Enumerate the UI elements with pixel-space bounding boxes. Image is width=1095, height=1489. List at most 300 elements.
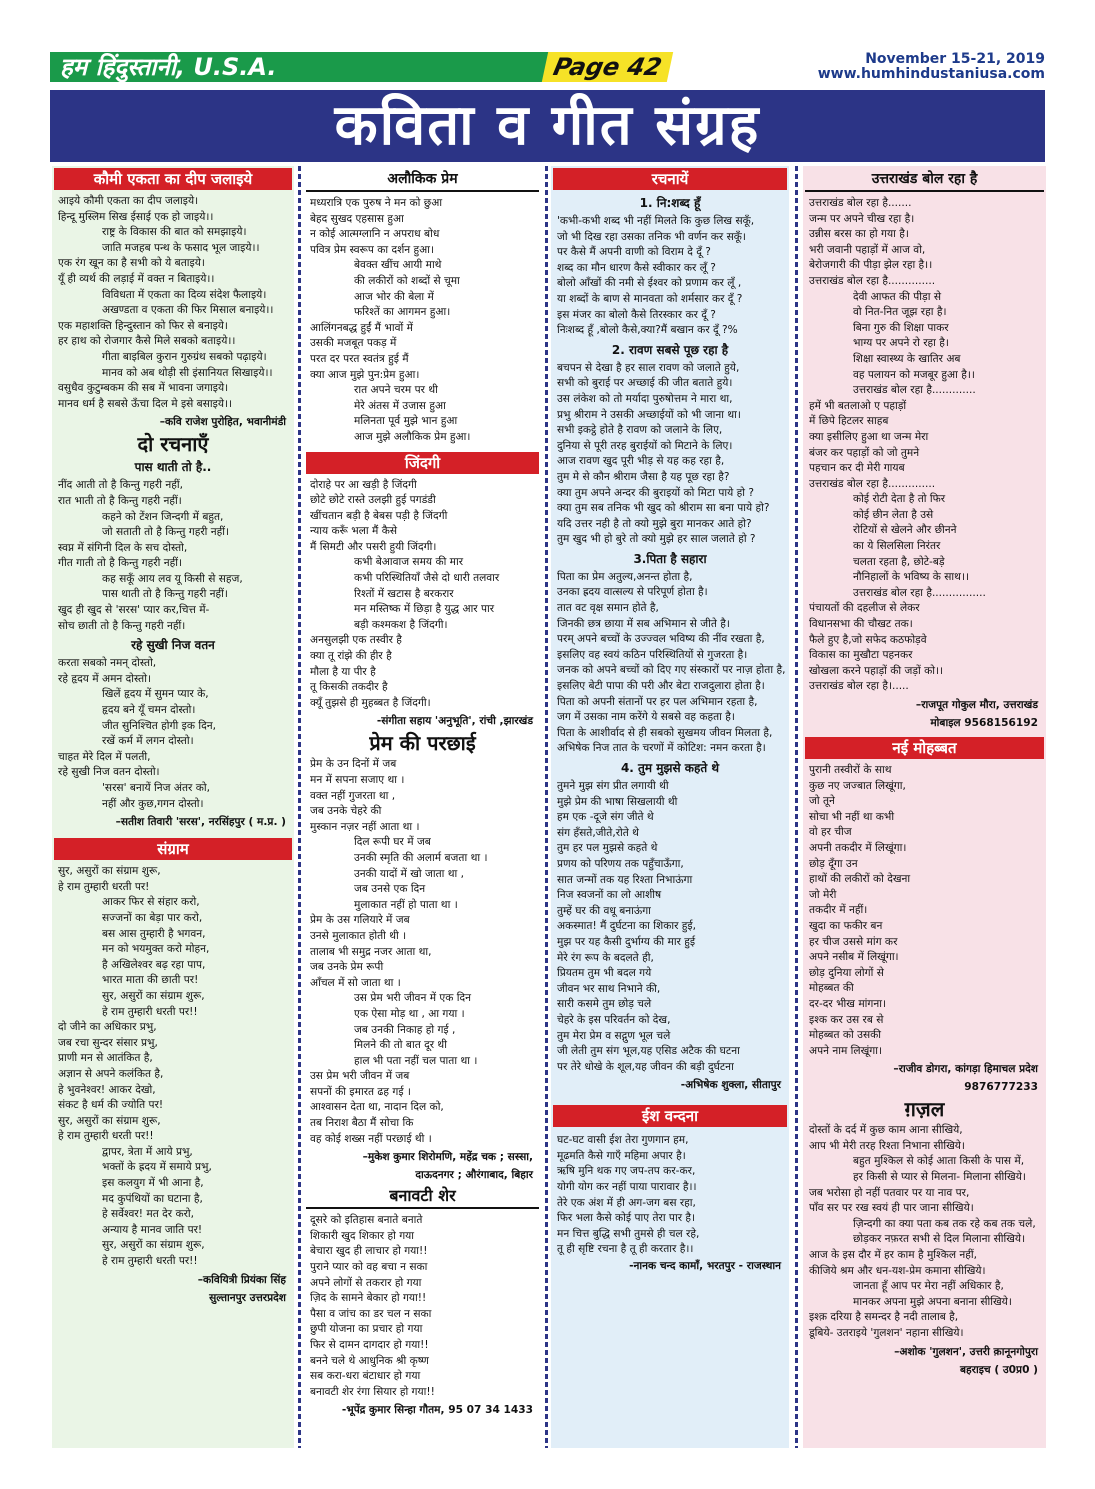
poem-line: 'सरस' बनायें निज अंतर को,: [102, 782, 210, 794]
poem-line: पिता के आशीर्वाद से ही सबको सुखमय जीवन मिलता है,: [557, 726, 773, 739]
poem-line: चलता रहता है, छोटे-बड़े: [853, 555, 945, 568]
poem-line: बंजर कर पहाड़ों को जो तुमने: [809, 446, 920, 459]
poem-line: उत्तराखंड बोल रहा है..............: [809, 477, 936, 490]
poem-line: क्या आज मुझे पुन:प्रेम हुआ।: [310, 368, 420, 381]
poem-author-place: दाऊदनगर ; औरंगाबाद, बिहार: [415, 1169, 533, 1182]
poem-line: मुलाकात नहीं हो पाता था ।: [354, 898, 458, 911]
poem-line: शब्द का मौन धारण कैसे स्वीकार कर लूँ ?: [557, 261, 716, 274]
poem-line: हर हाथ को रोजगार कैसे मिले सबको बताइये।।: [58, 335, 236, 348]
poem-line: तालाब भी समुद्र नजर आता था,: [310, 945, 432, 958]
poem-line: पर तेरे धोखे के शूल,यह जीवन की बड़ी दुर्घटना: [557, 1060, 734, 1073]
poem-line: दुनिया से पूरी तरह बुराईयों को मिटाने के लिए।: [557, 439, 733, 452]
poem-body: [551, 779, 789, 1075]
poem-line: हे राम तुम्हारी धरती पर!!: [58, 1130, 154, 1143]
poem-line: देवी आफत की पीड़ा से: [853, 290, 941, 303]
poem-title: संग्राम: [54, 838, 292, 860]
poem-line: क्या इसीलिए हुआ था जन्म मेरा: [809, 430, 929, 443]
poem-line: जानता हूँ आप पर मेरा नहीं अधिकार है,: [853, 1280, 1004, 1293]
poem-line: तुम मेरा प्रेम व सद्गुण भूल चले: [557, 1029, 671, 1042]
poem-line: तुम्हें घर की वधू बनाऊंगा: [557, 904, 651, 917]
poem-line: सभी को बुराई पर अच्छाई की जीत बताते हुये।: [557, 377, 733, 390]
poem-line: निज स्वजनों का लो आशीष: [557, 889, 662, 902]
poem-line: भारत माता की छाती पर!: [102, 974, 199, 987]
poem-line: उनकी स्मृति की अलार्म बजता था ।: [354, 851, 488, 864]
column-divider: [545, 166, 548, 1448]
column-1: [52, 166, 294, 1448]
poem-line: मिलने की तो बात दूर थी: [354, 1039, 447, 1052]
poem-line: है अखिलेश्वर बढ़ रहा पाप,: [102, 958, 206, 971]
poem-line: ज़िन्दगी का क्या पता कब तक रहे कब तक चले,: [853, 1217, 1036, 1230]
poem-line: तू ही सृष्टि रचना है तू ही करतार है।।: [557, 1243, 694, 1256]
poem-line: डूबिये- उतराइये 'गुलशन' नहाना सीखिये।: [809, 1327, 964, 1339]
poem-line: बोलो आँखों की नमी से ईश्वर को प्रणाम कर लूँ ,: [557, 277, 742, 290]
poem-line: क्या तुम अपने अन्दर की बुराइयों को मिटा पाये हो ?: [557, 486, 754, 499]
poem-line: संग हँसते,जीते,रोते थे: [557, 826, 639, 839]
poem-line: खिलें हृदय में सुमन प्यार के,: [102, 688, 209, 701]
poem-line: क्या तू रांझे की हीर है: [310, 650, 392, 663]
poem-line: वो हर चीज: [809, 826, 852, 839]
poem-line: नौनिहालों के भविष्य के साथ।।: [853, 571, 969, 584]
poem-line: पर कैसे मैं अपनी वाणी को विराम दे दूँ ?: [557, 246, 711, 259]
poem-line: आज मुझे अलौकिक प्रेम हुआ।: [354, 430, 471, 443]
poem-line: खुद ही खुद से 'सरस' प्यार कर,चित्त में-: [58, 604, 210, 617]
poem-line: मूढमति कैसे गाएँ महिमा अपार है।: [557, 1149, 686, 1162]
poem-line: हे राम तुम्हारी धरती पर!!: [102, 1255, 198, 1268]
poem-author: -नानक चन्द कामाँ, भरतपुर - राजस्थान: [629, 1260, 781, 1273]
poem-title: ईश वन्दना: [553, 1105, 787, 1127]
poem-line: तुमने मुझ संग प्रीत लगायी थी: [557, 780, 669, 792]
poem-line: उत्तराखंड बोल रहा है.............: [853, 384, 976, 397]
poem-line: अपनी तकदीर में लिखूंगा।: [809, 841, 907, 854]
poem-line: खुदा का फकीर बन: [809, 919, 883, 932]
poem-title: 2. रावण सबसे पूछ रहा है: [611, 342, 729, 357]
poem-line: पुरानी तस्वीरों के साथ: [809, 764, 892, 776]
poem-line: मलिनता पूर्व मुझे भान हुआ: [354, 415, 458, 428]
poem-line: वह कोई शख्स नहीं परछाई थी ।: [310, 1132, 432, 1145]
poem-line: मुस्कान नज़र नहीं आता था ।: [310, 820, 420, 833]
poem-body: [304, 196, 541, 446]
poem-line: सब करा-धरा बंटाधार हो गया: [310, 1370, 421, 1383]
poem-body: [551, 361, 789, 548]
author-phone: 9876777233: [964, 1081, 1038, 1094]
poem-line: आज रावण खुद पूरी भीड़ से यह कह रहा है,: [557, 455, 725, 468]
poem-line: दोराहे पर आ खड़ी है जिंदगी: [310, 478, 417, 491]
poem-title: 3.पिता है सहारा: [633, 551, 707, 566]
poem-line: रखें कर्म में लगन दोस्तो।: [102, 735, 194, 748]
poem-line: अभिषेक निज तात के चरणों में कोटिश: नमन करता है।: [557, 742, 766, 755]
poem-line: बेचारा खुद ही लाचार हो गया!!: [310, 1245, 428, 1258]
poem-line: हे भुवनेश्वर! आकर देखो,: [58, 1083, 156, 1096]
poem-line: जब भरोसा हो नहीं पतवार पर या नाव पर,: [809, 1186, 970, 1199]
poem-line: परत दर परत स्वतंत्र हुई मैं: [310, 352, 409, 365]
poem-body: [304, 757, 541, 1147]
poem-line: पिता का प्रेम अतुल्य,अनन्त होता है,: [557, 570, 693, 583]
poem-line: कभी परिस्थितियाँ जैसे दो धारी तलवार: [354, 572, 500, 585]
poem-line: जो तूने: [809, 795, 835, 808]
poem-line: प्रभु श्रीराम ने उसकी अच्छाईयों को भी जाना था।: [557, 408, 741, 421]
poem-line: उस प्रेम भरी जीवन में जब: [310, 1070, 410, 1083]
poem-line: स्वप्न में संगिनी दिल के सच दोस्तो,: [58, 541, 188, 554]
poem-line: पैसा व जांच का डर चल न सका: [310, 1307, 432, 1320]
poem-line: प्राणी मन से आतंकित है,: [58, 1052, 153, 1065]
poem-line: छोटे छोटे रास्ते उलझी हुई पगडंडी: [310, 494, 436, 507]
poem-line: सुर, असुरों का संग्राम शुरू,: [102, 989, 205, 1002]
poem-line: नहीं और कुछ,गगन दोस्तो।: [102, 797, 204, 810]
column-3: [551, 166, 789, 1448]
poem-line: योगी योग कर नहीं पाया पारावार है।।: [557, 1181, 697, 1194]
poem-line: दर-दर भीख मांगना।: [809, 997, 887, 1010]
poem-line: न्याय करूँ भला मैं कैसे: [310, 525, 397, 538]
poem-line: सुर, असुरों का संग्राम शुरू,: [58, 865, 161, 878]
poem-line: मुझ पर यह कैसी दुर्भाग्य की मार हुई: [557, 935, 696, 948]
poem-author: –कवि राजेश पुरोहित, भवानीमंडी: [159, 416, 286, 429]
poem-line: सुर, असुरों का संग्राम शुरू,: [102, 1239, 205, 1252]
poem-line: जब उनके प्रेम रूपी: [310, 961, 384, 974]
poem-line: सज्जनों का बेड़ा पार करो,: [102, 911, 203, 924]
poem-line: सुर, असुरों का संग्राम शुरू,: [58, 1114, 161, 1127]
poem-line: एक रंग खून का है सभी को ये बताइये।: [58, 257, 205, 270]
poem-line: जनक को अपने बच्चों को दिए गए संस्कारों पर नाज़ होता है,: [557, 664, 786, 677]
poem-line: बेवक्त खींच आयी माथे: [354, 259, 442, 272]
poem-line: बेरोजगारी की पीड़ा झेल रहा है।।: [809, 259, 933, 272]
poem-line: इसलिए बेटी पापा की परी और बेटा राजदुलारा होता है।: [557, 680, 765, 693]
poem-line: हम एक -दूजे संग जीते थे: [557, 811, 654, 824]
section-title: दो रचनाएँ: [137, 432, 209, 457]
poem-line: जग में उसका नाम करेंगे ये सबसे वह कहता है।: [557, 711, 735, 724]
poem-line: वह पलायन को मजबूर हुआ है।।: [853, 368, 975, 381]
column-divider: [298, 166, 301, 1448]
poem-title: 1. नि:शब्द हूँ: [639, 196, 701, 210]
poem-line: रहे सुखी निज वतन दोस्तो।: [58, 766, 160, 779]
poem-body: [304, 1213, 541, 1400]
poem-line: फिर से दामन दागदार हो गया!!: [310, 1339, 429, 1351]
poem-line: क्यूँ तुझसे ही मुहब्बत है जिंदगी।: [310, 696, 431, 709]
poem-line: कहने को टेंशन जिन्दगी में बहुत,: [102, 510, 224, 523]
poem-line: छोड़ दुनिया लोगों से: [809, 966, 884, 979]
poem-line: विकास का मुखौटा पहनकर: [809, 649, 913, 662]
poem-line: आप भी मेरी तरह रिश्ता निभाना सीखिये।: [809, 1139, 965, 1152]
poem-line: यदि उत्तर नही है तो क्यो मुझे बुरा मानकर आते हो?: [557, 517, 752, 530]
poem-line: हर किसी से प्यार से मिलना- मिलाना सीखिये।: [853, 1171, 1026, 1184]
poem-author: –राजीव डोगरा, कांगड़ा हिमाचल प्रदेश: [893, 1063, 1038, 1076]
poem-body: [304, 478, 541, 712]
poem-line: विविधता में एकता का दिव्य संदेश फैलाइये।: [102, 288, 267, 301]
poem-line: सात जन्मों तक यह रिश्ता निभाऊंगा: [557, 873, 693, 886]
poem-line: आलिंगनबद्ध हुईं मैं भावों में: [310, 321, 413, 334]
poem-line: उत्तराखंड बोल रहा है।.....: [809, 680, 909, 693]
poem-line: राष्ट्र के विकास की बात को समझाइये।: [102, 226, 247, 239]
poem-line: जब उनसे एक दिन: [354, 883, 426, 896]
poem-line: दो जीने का अधिकार प्रभु,: [58, 1021, 157, 1034]
poem-author: -भूपेंद्र कुमार सिन्हा गौतम, 95 07 34 1433: [341, 1404, 533, 1417]
poem-line: अपने नसीब में लिखूंगा।: [809, 951, 899, 964]
poem-line: मध्यरात्रि एक पुरुष ने मन को छुआ: [310, 197, 443, 209]
poem-line: जो भी दिख रहा उसका तनिक भी वर्णन कर सकूँ।: [557, 230, 746, 243]
poem-line: यूँ ही व्यर्थ की लड़ाई में वक्त न बिताइये।।: [58, 272, 215, 285]
poem-line: भाग्य पर अपने रो रहा है।: [853, 337, 949, 350]
poem-line: रोटियों से खेलने और छीनने: [853, 524, 957, 537]
poem-line: मानकर अपना मुझे अपना बनाना सीखिये।: [853, 1295, 1012, 1308]
poem-line: बनावटी शेर रंगा सियार हो गया!!: [310, 1385, 435, 1398]
poem-line: मन को भयमुक्त करो मोहन,: [102, 943, 210, 956]
poem-author: -संगीता सहाय 'अनुभूति', रांची ,झारखंड: [376, 715, 533, 728]
website-link[interactable]: www.humhindustaniusa.com: [817, 66, 1045, 82]
poem-line: इश्क कर उस रब से: [809, 1013, 884, 1026]
poem-body: [551, 1131, 789, 1256]
poem-line: हाथों की लकीरों को देखना: [809, 873, 911, 886]
poem-line: आश्वासन देता था, नादान दिल को,: [310, 1101, 444, 1114]
poem-line: विधानसभा की चौखट तक।: [809, 618, 913, 631]
poem-line: तब निराश बैठा मैं सोचा कि: [310, 1117, 414, 1130]
poem-line: अकस्मात! मैं दुर्घटना का शिकार हुई,: [557, 920, 696, 933]
poem-line: हिन्दू मुस्लिम सिख ईसाई एक हो जाइये।।: [58, 210, 214, 223]
poem-line: पुराने प्यार को वह बचा न सका: [310, 1261, 428, 1274]
poem-line: जिनकी छत्र छाया में सब अभिमान से जीते है।: [557, 617, 730, 630]
poem-line: बनने चले थे आधुनिक श्री कृष्ण: [310, 1354, 429, 1367]
poem-line: कोई रोटी देता है तो फिर: [853, 493, 946, 506]
poem-line: कभी बेआवाज समय की मार: [354, 556, 464, 569]
poem-title: ग़ज़ल: [904, 1097, 945, 1122]
poem-line: उन्नीस बरस का हो गया है।: [809, 228, 909, 241]
poem-title: जिंदगी: [306, 452, 539, 474]
poem-line: सोचा भी नहीं था कभी: [809, 810, 895, 823]
poem-line: उत्तराखंड बोल रहा है................: [853, 586, 986, 599]
poem-line: चाहत मेरे दिल में पलती,: [58, 750, 151, 763]
poem-body: [52, 194, 294, 412]
poem-line: कीजिये श्रम और धन-यश-प्रेम कमाना सीखिये।: [809, 1264, 986, 1277]
poem-line: चेहरे के इस परिवर्तन को देख,: [557, 1013, 671, 1026]
poem-line: मोहब्बत की: [809, 982, 854, 995]
poem-line: आँचल में सो जाता था ।: [310, 976, 401, 989]
page-label: Page 42: [542, 52, 673, 82]
poem-line: करता सबको नमन् दोस्तो,: [58, 657, 157, 670]
poem-line: भरी जवानी पहाड़ों में आज वो,: [809, 243, 926, 256]
poem-line: कह सकूँ आय लव यू किसी से सहज,: [102, 572, 243, 585]
poem-line: ज़िद के सामने बेकार हो गया!!: [310, 1292, 427, 1305]
poem-line: ऋषि मुनि थक गए जप-तप कर-कर,: [557, 1165, 696, 1178]
poem-author: –राजपूत गोकुल मौरा, उत्तराखंड: [915, 699, 1038, 711]
poem-line: पंचायतों की दहलीज से लेकर: [809, 602, 920, 615]
column-divider: [795, 166, 798, 1448]
poem-line: में छिपे हिटलर साहब: [809, 415, 889, 428]
poem-line: नींद आती तो है किन्तु गहरी नहीं,: [58, 479, 183, 492]
poem-body: [52, 478, 294, 634]
poem-line: दूसरे को इतिहास बनाते बनाते: [310, 1214, 423, 1227]
poem-line: रात भाती तो है किन्तु गहरी नहीं।: [58, 494, 182, 507]
poem-line: जन्म पर अपने चीख रहा है।: [809, 212, 915, 225]
poem-line: जी लेती तुम संग भूल,यह एसिड अटैक की घटना: [557, 1045, 740, 1058]
poem-line: इस मंजर का बोलो कैसे तिरस्कार कर दूँ ?: [557, 308, 716, 321]
poem-title: रहे सुखी निज वतन: [131, 638, 215, 653]
poem-line: पास थाती तो है किन्तु गहरी नहीं।: [102, 588, 228, 601]
poem-line: उनसे मुलाकात होती थी ।: [310, 929, 407, 942]
poem-line: वो नित-नित जूझ रहा है।: [853, 306, 947, 319]
poem-body: [551, 570, 789, 757]
poem-line: फरिश्तें का आगमन हुआ।: [354, 306, 451, 319]
poem-line: अपने नाम लिखूंगा।: [809, 1044, 882, 1057]
poem-line: पवित्र प्रेम स्वरूप का दर्शन हुआ।: [310, 243, 435, 256]
poem-line: शिकारी खुद शिकार हो गया: [310, 1229, 415, 1242]
poem-line: एक ऐसा मोड़ था , आ गया ।: [354, 1007, 465, 1020]
poem-line: मुझे प्रेम की भाषा सिखलायी थी: [557, 795, 678, 808]
poem-line: क्या तुम सब तनिक भी खुद को श्रीराम सा बना पाये हो?: [557, 502, 770, 515]
poem-line: जीत सुनिश्चित होगी इक दिन,: [102, 719, 216, 732]
poem-line: परम् अपने बच्चों के उज्ज्वल भविष्य की नींव रखता है,: [557, 633, 765, 646]
poem-line: मेरे अंतस में उजास हुआ: [354, 399, 446, 412]
poem-line: पिता को अपनी संतानों पर हर पल अभिमान रहता है,: [557, 695, 758, 708]
poem-line: जब उनके चेहरे की: [310, 805, 382, 818]
poem-line: द्वापर, त्रेता में आये प्रभु,: [102, 1145, 193, 1158]
poem-title: अलौकिक प्रेम: [306, 168, 539, 192]
poem-line: जो मेरी: [809, 888, 837, 901]
poem-line: पाँव सर पर रख स्वयं ही पार जाना सीखिये।: [809, 1202, 974, 1215]
poem-line: पहचान कर दी मेरी गायब: [809, 462, 905, 475]
poem-line: बहुत मुश्किल से कोई आता किसी के पास में,: [853, 1155, 1025, 1168]
poem-line: फिर भला कैसे कोई पाए तेरा पार है।: [557, 1212, 696, 1225]
poem-line: अन्याय है मानव जाति पर!: [102, 1223, 203, 1236]
poem-line: मोहब्बत को उसकी: [809, 1029, 881, 1042]
poem-line: उस लंकेश को तो मर्यादा पुरुषोत्तम ने मारा था,: [557, 392, 733, 405]
poem-line: उसकी मजबूत पकड़ में: [310, 337, 397, 350]
poem-line: जीवन भर साथ निभाने की,: [557, 982, 661, 995]
poem-line: उत्तराखंड बोल रहा है..............: [809, 274, 936, 287]
poem-line: घट-घट वासी ईश तेरा गुणगान हम,: [557, 1134, 689, 1147]
issue-date: November 15-21, 2019: [865, 51, 1045, 67]
poem-line: जाति मजहब पन्थ के फसाद भूल जाइये।।: [102, 241, 260, 254]
poem-author: –कवियित्री प्रियंका सिंह: [197, 1273, 286, 1286]
poem-line: मानव को अब थोड़ी सी इंसानियत सिखाइये।।: [102, 366, 273, 379]
poem-line: छोड़कर नफ़रत सभी से दिल मिलाना सीखिये।: [853, 1233, 1026, 1246]
poem-body: [551, 214, 789, 339]
poem-body: [52, 864, 294, 1269]
poem-line: जो सताती तो है किन्तु गहरी नहीं।: [102, 526, 230, 539]
poem-line: हृदय बने यूँ चमन दोस्तो।: [102, 704, 196, 717]
poem-line: खींचतान बड़ी है बेबस पड़ी है जिंदगी: [310, 509, 448, 522]
poem-line: रिश्तों में खटास है बरकरार: [354, 587, 454, 600]
poem-line: बड़ी कश्मकश है जिंदगी।: [354, 618, 448, 631]
section-banner: कविता व गीत संग्रह: [50, 90, 1045, 162]
poem-line: मन चित्त बुद्धि सभी तुमसे ही चल रहे,: [557, 1227, 700, 1240]
poem-line: अज्ञान से अपने कलंकित है,: [58, 1067, 164, 1080]
poem-line: हमें भी बतलाओ ए पहाड़ों: [809, 399, 907, 412]
poem-line: दोस्तों के दर्द में कुछ काम आना सीखिये,: [809, 1124, 963, 1137]
poem-line: निःशब्द हूँ ,बोलो कैसे,क्या?मैं बखान कर दूँ ?%: [557, 324, 738, 337]
poem-line: वसुधैव कुटुम्बकम की सब में भावना जगाइये।: [58, 382, 229, 395]
poem-author-place: बहराइच ( उ0प्र0 ): [959, 1363, 1038, 1376]
poem-line: तकदीर में नहीं।: [809, 904, 868, 917]
poem-line: तुम मे से कौन श्रीराम जैसा है यह पूछ रहा है?: [557, 470, 730, 483]
poem-line: बेहद सुखद एहसास हुआ: [310, 212, 404, 225]
poem-line: प्रेम के उस गलियारे में जब: [310, 914, 410, 927]
column-2: [304, 166, 541, 1448]
poem-line: हे सर्वेश्वर! मत देर करो,: [102, 1208, 195, 1221]
poem-author: –अशोक 'गुलशन', उत्तरी क़ानूनगोपुरा: [894, 1345, 1038, 1358]
poem-line: सोच छाती तो है किन्तु गहरी नहीं।: [58, 619, 186, 632]
poem-title: 4. तुम मुझसे कहते थे: [620, 761, 720, 775]
poem-line: का ये सिलसिला निरंतर: [853, 540, 941, 553]
poem-line: आज भोर की बेला में: [354, 290, 434, 303]
paper-name: हम हिंदुस्तानी, U.S.A.: [50, 52, 610, 82]
poem-line: एक महाशक्ति हिन्दुस्तान को फिर से बनाइये।: [58, 319, 228, 332]
poem-line: उत्तराखंड बोल रहा है.......: [809, 197, 912, 209]
poem-line: फैले हुए है,जो सफेद कठफोड़वे: [809, 633, 927, 646]
poem-line: हाल भी पता नहीं चल पाता था ।: [354, 1054, 478, 1067]
poem-line: बस आस तुम्हारी है भगवन,: [102, 927, 206, 940]
poem-line: बिना गुरु की शिक्षा पाकर: [853, 321, 949, 334]
poem-line: तात वट वृक्ष समान होते है,: [557, 602, 659, 615]
poem-line: तुम हर पल मुझसे कहते थे: [557, 842, 658, 855]
poem-line: कुछ नए जज्बात लिखूंगा,: [809, 779, 906, 792]
poem-line: छोड़ दूँगा उन: [809, 857, 858, 870]
poem-line: इस कलयुग में भी आना है,: [102, 1177, 204, 1190]
poem-line: मन में सपना सजाए था ।: [310, 774, 405, 786]
poem-line: रहे हृदय में अमन दोस्तो।: [58, 672, 151, 685]
poem-title: प्रेम की परछाई: [369, 731, 476, 756]
poem-line: सारी कसमे तुम छोड़ चले: [557, 998, 652, 1011]
poem-author: –सतीश तिवारी 'सरस', नरसिंहपुर ( म.प्र. ): [115, 816, 286, 829]
poem-author: –मुकेश कुमार शिरोमणि, महेंद्र चक ; सस्सा,: [362, 1151, 533, 1164]
poem-line: छुपी योजना का प्रचार हो गया: [310, 1323, 423, 1336]
poem-line: इश्क़ दरिया है समन्दर है नदी तालाब है,: [809, 1311, 959, 1324]
poem-line: प्रियतम तुम भी बदल गये: [557, 967, 652, 980]
poem-line: शिक्षा स्वास्थ्य के खातिर अब: [853, 352, 961, 365]
poem-line: खोखला करने पहाड़ों की जड़ों को।।: [809, 664, 944, 677]
poem-line: दिल रूपी घर में जब: [354, 836, 431, 849]
poem-line: हर चीज उससे मांग कर: [809, 935, 898, 948]
poem-line: मद कुपंथियों का घटाना है,: [102, 1192, 203, 1205]
poem-line: अपने लोगों से तकरार हो गया: [310, 1276, 422, 1289]
poem-title: पास थाती तो है..: [134, 460, 212, 475]
poem-line: संकट है धर्म की ज्योति पर!: [58, 1099, 164, 1112]
poem-line: सभी इकट्ठे होते है रावण को जलाने के लिए,: [557, 424, 723, 437]
poem-line: इसलिए वह स्वयं कठिन परिस्थितियों से गुजरता है।: [557, 648, 748, 661]
date-block: [818, 52, 1045, 82]
poem-line: भक्तों के ह्रदय में समाये प्रभु,: [102, 1161, 212, 1174]
poem-author: -अभिषेक शुक्ला, सीतापुर: [680, 1079, 781, 1092]
poem-line: उनकी यादों में खो जाता था ,: [354, 867, 465, 880]
poem-line: आकर फिर से संहार करो,: [102, 896, 200, 909]
poem-line: उनका ह्रदय वात्सल्य से परिपूर्ण होता है।: [557, 586, 708, 599]
poem-line: सपनों की इमारत ढह गई ।: [310, 1085, 411, 1098]
poem-title: कौमी एकता का दीप जलाइये: [54, 168, 292, 190]
poem-line: कोई छीन लेता है उसे: [853, 508, 934, 521]
poem-line: मेरे रंग रूप के बदलते ही,: [557, 951, 654, 964]
poem-line: हे राम तुम्हारी धरती पर!: [58, 880, 150, 893]
poem-title: बनावटी शेर: [306, 1185, 539, 1209]
poem-line: मन मस्तिष्क में छिड़ा है युद्ध आर पार: [354, 603, 495, 616]
poem-line: आज के इस दौर में हर काम है मुश्किल नहीं,: [809, 1249, 978, 1262]
poem-line: गीता बाइबिल कुरान गुरुग्रंथ सबको पढ़ाइये।: [102, 350, 267, 363]
poem-line: रात अपने चरम पर थी: [354, 384, 438, 397]
poem-body: [52, 656, 294, 812]
poem-line: मानव धर्म है सबसे ऊँचा दिल मे इसे बसाइये।।: [58, 397, 233, 410]
poem-line: या शब्दों के बाण से मानवता को शर्मसार कर दूँ ?: [557, 292, 743, 305]
poem-line: हे राम तुम्हारी धरती पर!!: [102, 1005, 198, 1018]
poem-line: प्रेम के उन दिनों में जब: [310, 758, 397, 771]
section-title: रचनायें: [553, 168, 787, 190]
poem-line: बचपन से देखा है हर साल रावण को जलाते हुये,: [557, 361, 740, 374]
poem-line: अनसुलझी एक तस्वीर है: [310, 634, 402, 647]
poem-line: जब उनकी निकाह हो गई ,: [354, 1023, 456, 1036]
poem-line: मौला है या पीर है: [310, 665, 376, 678]
poem-title: नई मोहब्बत: [805, 737, 1044, 759]
poem-line: न कोई आत्मग्लानि न अपराध बोध: [310, 228, 440, 241]
poem-line: तेरे एक अंश में ही अग-जग बस रहा,: [557, 1196, 696, 1209]
poem-line: आइये कौमी एकता का दीप जलाइये।: [58, 195, 199, 207]
poem-line: प्रणय को परिणय तक पहुँचाऊँगा,: [557, 857, 684, 870]
poem-line: तू किसकी तकदीर है: [310, 681, 388, 694]
poem-author-place: सुल्तानपुर उत्तरप्रदेश: [209, 1291, 286, 1304]
